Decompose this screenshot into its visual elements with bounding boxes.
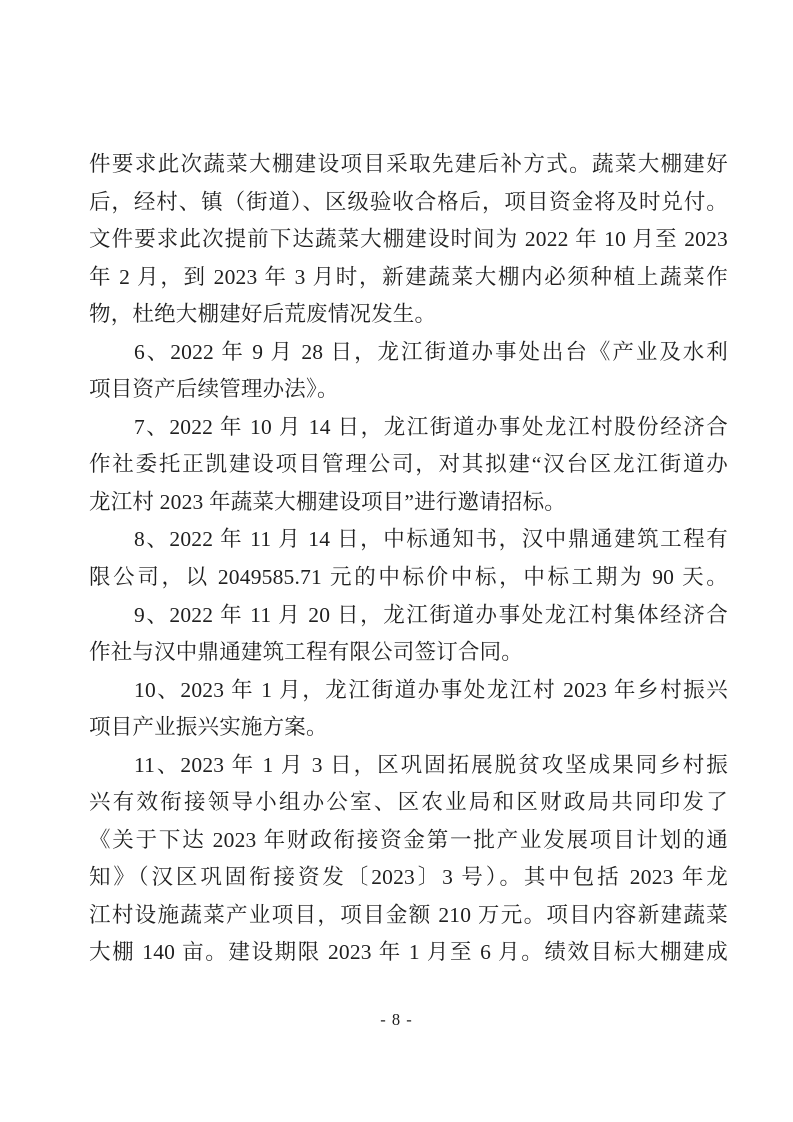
text-line: 大棚 140 亩。建设期限 2023 年 1 月至 6 月。绩效目标大棚建成: [89, 940, 728, 965]
text-line: 文件要求此次提前下达蔬菜大棚建设时间为 2022 年 10 月至 2023: [89, 227, 728, 252]
page-number: - 8 -: [380, 1010, 413, 1029]
text-line: 10、2023 年 1 月，龙江街道办事处龙江村 2023 年乡村振兴: [134, 677, 728, 702]
text-line: 知》（汉区巩固衔接资发〔2023〕3 号）。其中包括 2023 年龙: [89, 865, 728, 890]
text-line: 作社委托正凯建设项目管理公司，对其拟建“汉台区龙江街道办: [89, 452, 728, 477]
text-line: 9、2022 年 11 月 20 日，龙江街道办事处龙江村集体经济合: [134, 602, 728, 627]
text-line: 件要求此次蔬菜大棚建设项目采取先建后补方式。蔬菜大棚建好: [89, 152, 728, 176]
text-line: 物，杜绝大棚建好后荒废情况发生。: [89, 302, 437, 327]
text-line: 项目资产后续管理办法》。: [89, 377, 339, 402]
text-line: 龙江村 2023 年蔬菜大棚建设项目”进行邀请招标。: [89, 489, 566, 514]
text-line: 8、2022 年 11 月 14 日，中标通知书，汉中鼎通建筑工程有: [134, 527, 728, 552]
text-line: 后，经村、镇（街道）、区级验收合格后，项目资金将及时兑付。: [89, 189, 728, 214]
text-line: 11、2023 年 1 月 3 日，区巩固拓展脱贫攻坚成果同乡村振: [134, 752, 728, 777]
text-line: 《关于下达 2023 年财政衔接资金第一批产业发展项目计划的通: [89, 827, 728, 852]
text-line: 项目产业振兴实施方案。: [89, 715, 328, 740]
text-line: 江村设施蔬菜产业项目，项目金额 210 万元。项目内容新建蔬菜: [89, 902, 728, 927]
text-line: 兴有效衔接领导小组办公室、区农业局和区财政局共同印发了: [89, 790, 728, 815]
text-line: 限公司，以 2049585.71 元的中标价中标，中标工期为 90 天。: [89, 565, 728, 590]
text-line: 年 2 月，到 2023 年 3 月时，新建蔬菜大棚内必须种植上蔬菜作: [89, 264, 728, 289]
text-line: 6、2022 年 9 月 28 日，龙江街道办事处出台《产业及水利: [134, 339, 728, 364]
text-line: 7、2022 年 10 月 14 日，龙江街道办事处龙江村股份经济合: [134, 414, 728, 439]
document-body: [89, 146, 728, 972]
text-line: 作社与汉中鼎通建筑工程有限公司签订合同。: [89, 640, 524, 665]
